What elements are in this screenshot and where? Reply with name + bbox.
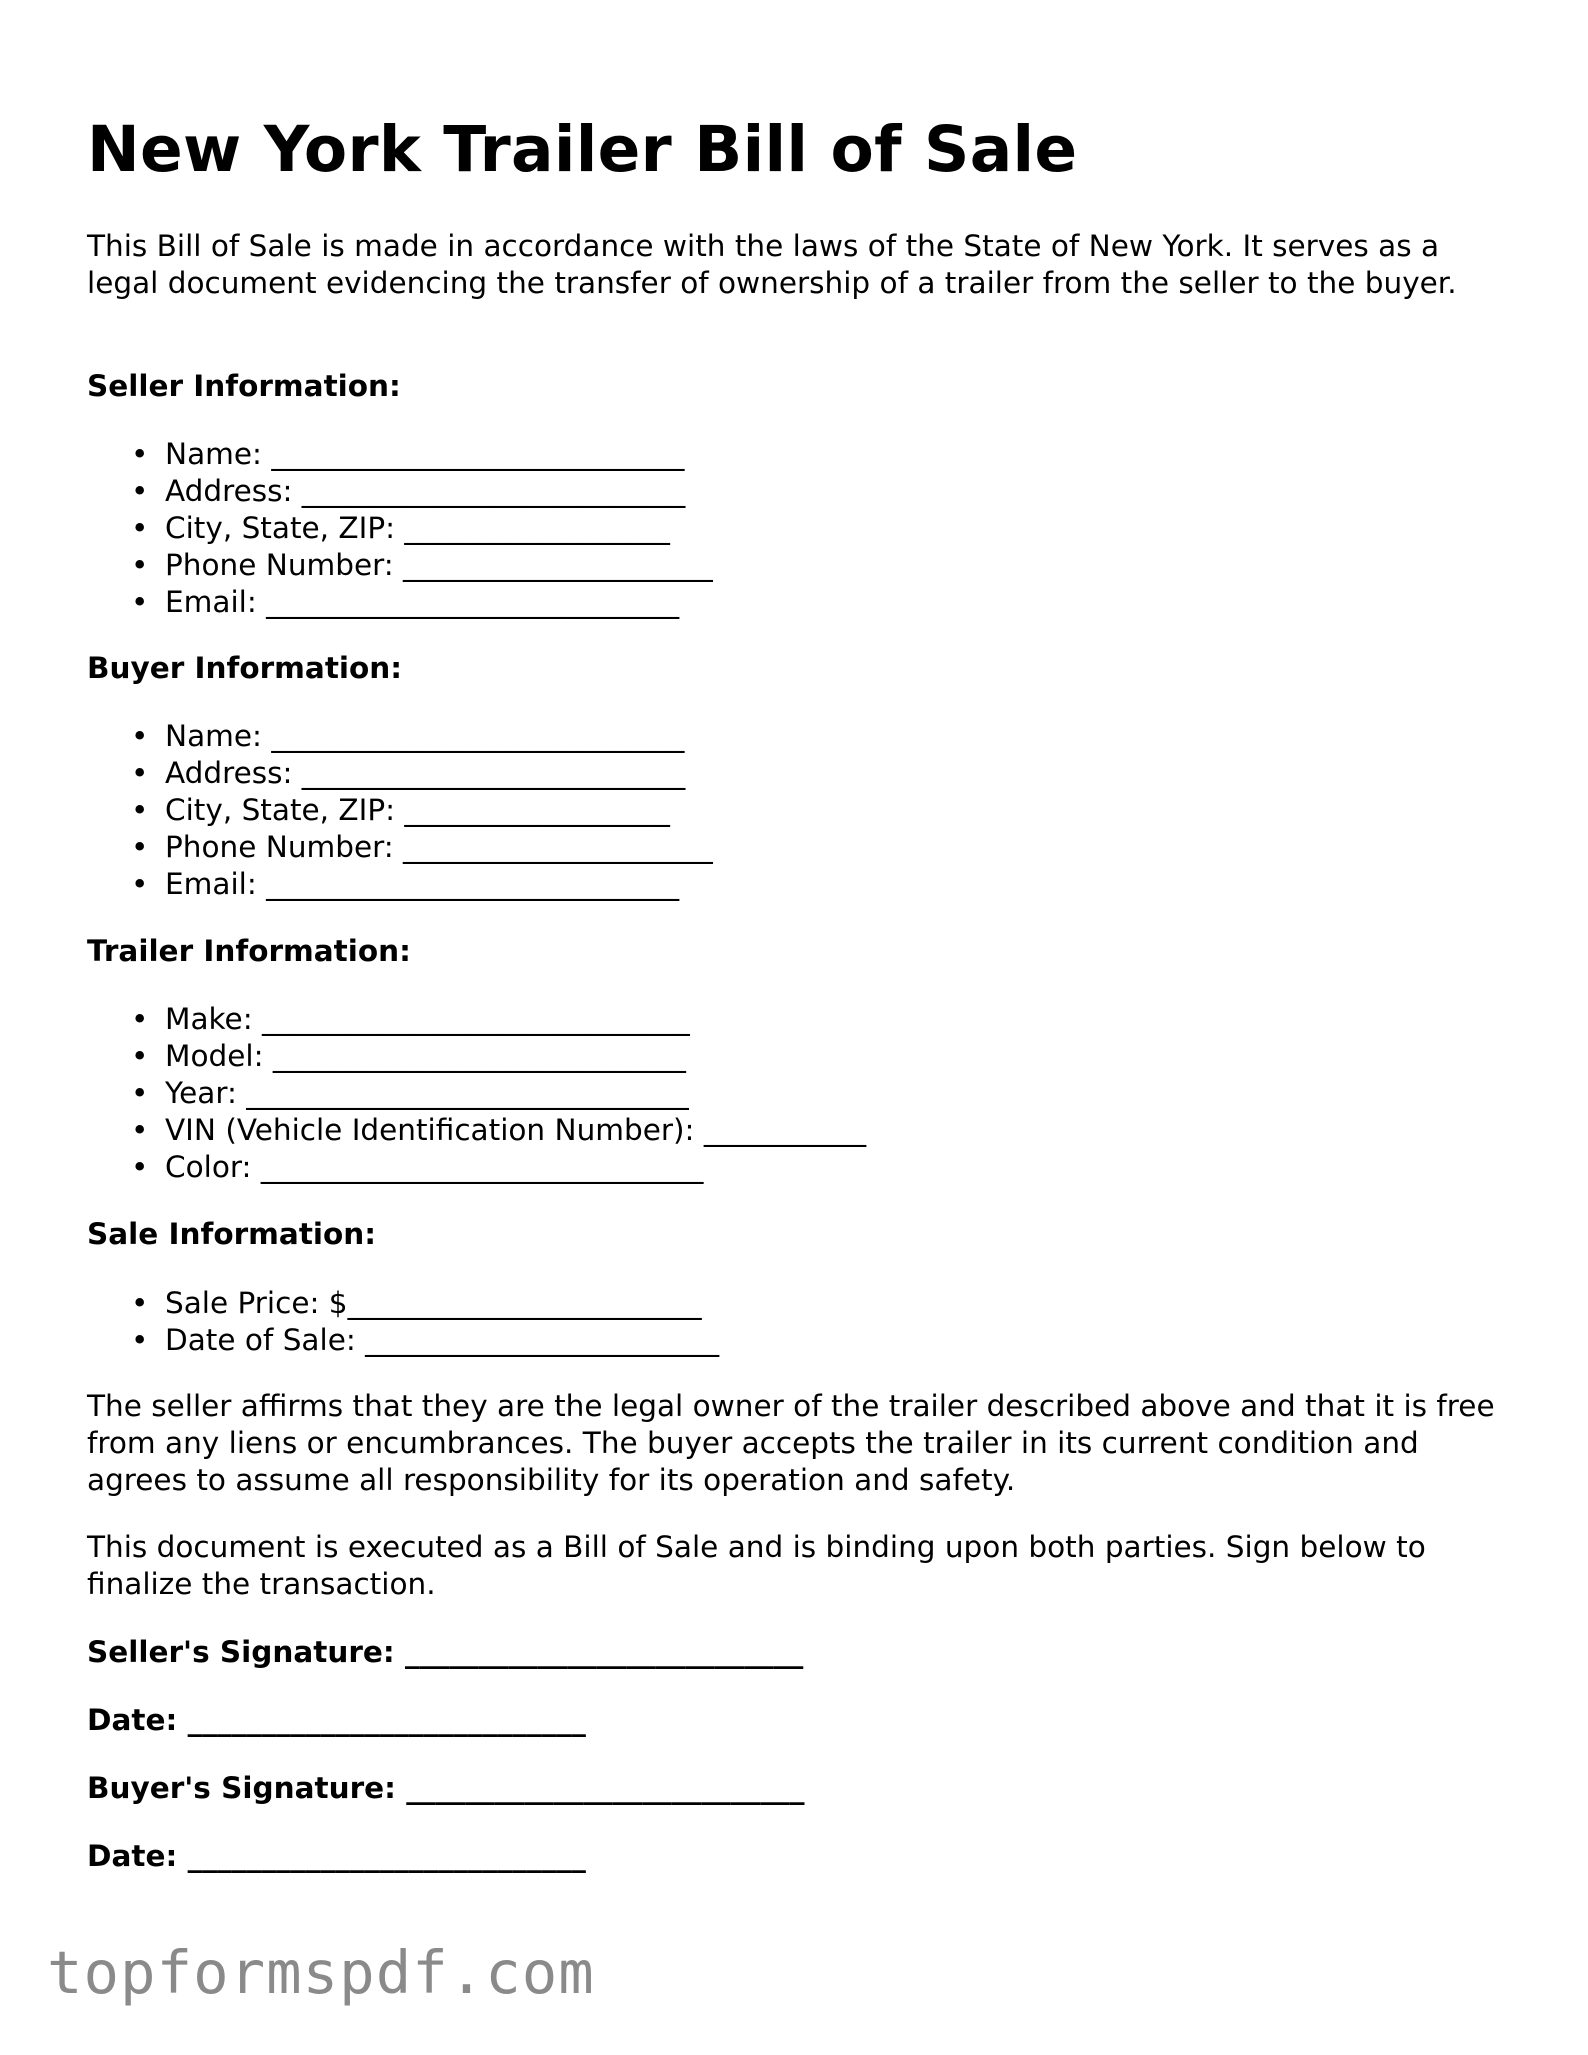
execution-paragraph: This document is executed as a Bill of Sale and is binding upon both parties. Sign below to finalize the transaction.: [87, 1530, 1426, 1601]
buyer-city-state-zip-field: • City, State, ZIP: __________________: [131, 793, 670, 827]
trailer-color-field: • Color: ______________________________: [131, 1150, 704, 1184]
buyer-heading: Buyer Information:: [87, 651, 403, 685]
sale-date-field: • Date of Sale: ________________________: [131, 1323, 720, 1357]
intro-paragraph: This Bill of Sale is made in accordance with the laws of the State of New York. It serves as a legal document evidencing the transfer of ownership of a trailer from the seller to the buyer.: [87, 229, 1457, 300]
seller-fields: [87, 436, 713, 621]
bullet-icon: •: [131, 1286, 149, 1320]
sale-price-field: • Sale Price: $________________________: [131, 1286, 702, 1320]
sale-heading: Sale Information:: [87, 1217, 377, 1251]
seller-heading: Seller Information:: [87, 369, 401, 403]
seller-city-state-zip-field: • City, State, ZIP: __________________: [131, 511, 670, 545]
seller-address-field: • Address: __________________________: [131, 474, 686, 508]
watermark-text: topformspdf.com: [47, 1938, 595, 2007]
bullet-icon: •: [131, 867, 149, 901]
buyer-name-field: • Name: ____________________________: [131, 719, 685, 753]
seller-phone-field: • Phone Number: _____________________: [131, 548, 713, 582]
bullet-icon: •: [131, 548, 149, 582]
trailer-fields: [87, 1001, 866, 1186]
bullet-icon: •: [131, 511, 149, 545]
trailer-make-field: • Make: _____________________________: [131, 1002, 690, 1036]
sale-fields: [87, 1285, 719, 1359]
trailer-year-field: • Year: ______________________________: [131, 1076, 689, 1110]
bullet-icon: •: [131, 1323, 149, 1357]
bullet-icon: •: [131, 585, 149, 619]
seller-date-line: Date: ___________________________: [87, 1703, 586, 1737]
trailer-vin-field: • VIN (Vehicle Identification Number): ___________: [131, 1113, 867, 1147]
trailer-model-field: • Model: ____________________________: [131, 1039, 686, 1073]
buyer-fields: [87, 718, 713, 903]
trailer-heading: Trailer Information:: [87, 934, 411, 968]
bullet-icon: •: [131, 474, 149, 508]
buyer-email-field: • Email: ____________________________: [131, 867, 680, 901]
bullet-icon: •: [131, 1150, 149, 1184]
bullet-icon: •: [131, 1076, 149, 1110]
bullet-icon: •: [131, 793, 149, 827]
affirmation-paragraph: The seller affirms that they are the legal owner of the trailer described above and that it is free from any liens or encumbrances. The buyer accepts the trailer in its current condition and agrees to assume all responsibility for its operation and safety.: [87, 1389, 1495, 1497]
buyer-phone-field: • Phone Number: _____________________: [131, 830, 713, 864]
bullet-icon: •: [131, 1113, 149, 1147]
buyer-signature-line: Buyer's Signature: ___________________________: [87, 1771, 805, 1805]
bullet-icon: •: [131, 756, 149, 790]
document-title: New York Trailer Bill of Sale: [87, 113, 1078, 186]
bullet-icon: •: [131, 1002, 149, 1036]
bullet-icon: •: [131, 830, 149, 864]
seller-signature-line: Seller's Signature: ___________________________: [87, 1635, 804, 1669]
buyer-address-field: • Address: __________________________: [131, 756, 686, 790]
buyer-date-line: Date: ___________________________: [87, 1839, 586, 1873]
seller-email-field: • Email: ____________________________: [131, 585, 680, 619]
bullet-icon: •: [131, 437, 149, 471]
bullet-icon: •: [131, 1039, 149, 1073]
bullet-icon: •: [131, 719, 149, 753]
seller-name-field: • Name: ____________________________: [131, 437, 685, 471]
